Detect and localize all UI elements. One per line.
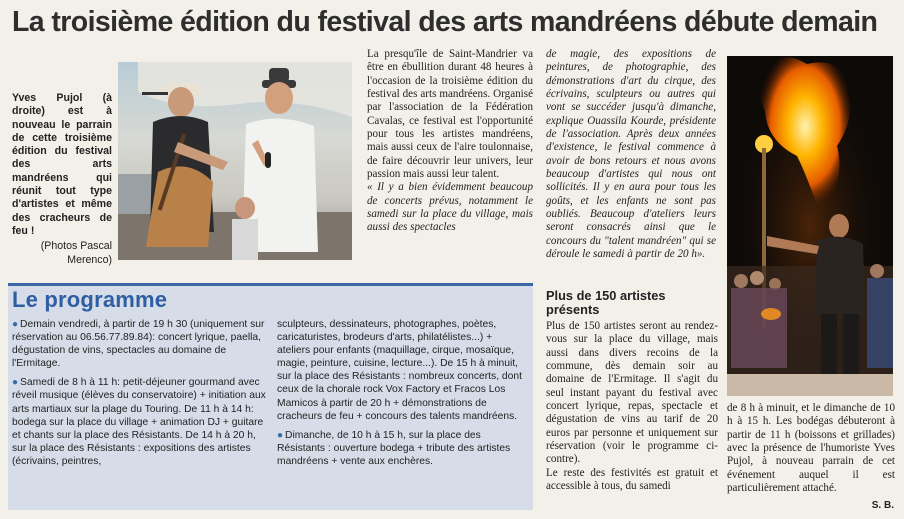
article-column-4 [727, 402, 895, 495]
article-paragraph: de magie, des expositions de peintures, de photographie, des démonstrations d'art du cirque, des écrivains, sculpteurs ou autres qui vont se succéder jusqu'à dimanche, explique Ouassila Kourde, présidente de l'association. Après deux années d'existence, le festival commence à avoir de bons retours et nous avons beaucoup d'artistes qui nous ont sollicités. Il y en aura pour tous les goûts, et les enfants ne sont pas oubliés. Beaucoup d'ateliers leurs seront consacrés ainsi que le concours du "talent mandréen" qui se déroule le samedi à partir de 20 h». [546, 48, 716, 261]
article-column-2 [546, 48, 716, 262]
fire-breather-photo [727, 56, 893, 396]
bullet-icon: ● [12, 377, 19, 389]
headline: La troisième édition du festival des arts mandréens débute demain [12, 6, 878, 38]
photo-credit: (Photos Pascal Merenco) [40, 240, 112, 266]
article-column-3 [546, 320, 718, 493]
author-signature: S. B. [871, 500, 894, 511]
article-paragraph: « Il y a bien évidemment beaucoup de concerts prévus, notamment le samedi sur la place du village, mais aussi des spectacles [367, 181, 533, 234]
article-paragraph: de 8 h à minuit, et le dimanche de 10 h à 15 h. Les bodégas débuteront à partir de 11 h (boissons et grillades) avec la présence de l'humoriste Yves Pujol, à nouveau parrain de cet événement auquel il est particulièrement attaché. [727, 402, 895, 495]
bullet-icon: ● [12, 319, 19, 330]
programme-rule [8, 283, 533, 286]
programme-column-2 [277, 318, 527, 474]
article-column-1 [367, 48, 533, 235]
programme-item-text: Demain vendredi, à partir de 19 h 30 (uniquement sur réservation au 06.56.77.89.84): concert lyrique, paella, dégustation de vins, spectacles au domaine de l'Ermitage. [12, 319, 265, 370]
caption-text: Yves Pujol (à droite) est à nouveau le parrain de cette troisième édition du festival des arts mandréens qui réunit tout type d'artistes et même des cracheurs de feu ! [12, 92, 112, 237]
article-paragraph: La presqu'île de Saint-Mandrier va être en ébullition durant 48 heures à l'occasion de la troisième édition du festival des arts mandréens. Organisé par l'association de la Fédération Cavalas, ce festival est l'opportunité pour tous les artistes mandréens, mais aussi ceux de l'aire toulonnaise, de faire découvrir leur univers, leur passion mais aussi leur talent. [367, 48, 533, 181]
programme-item [12, 318, 270, 370]
programme-column-1 [12, 318, 270, 474]
article-paragraph: Plus de 150 artistes seront au rendez-vous sur la place du village, mais aussi dans divers recoins de la commune, dès demain soir au domaine de l'Ermitage. Il s'agit du seul instant payant du festival avec concert lyrique, repas, spectacle et dégustation de vins au tarif de 20 euros par personne et uniquement sur réservation (voir le programme ci-contre). [546, 320, 718, 466]
programme-item-text: sculpteurs, dessinateurs, photographes, poètes, caricaturistes, brodeurs d'arts, philatélistes...) + ateliers pour enfants (maquillage, cirque, mosaïque, magie, peinture, cuisine, lecture...). De 15 h à minuit, sur la place des Résistants : nombreux concerts, dont ceux de la chorale rock Vox Factory et Fracos Los Mamicos à partir de 20 h + démonstrations de cracheurs de feu + concours des talents mandréens. [277, 319, 522, 422]
programme-item-text: Dimanche, de 10 h à 15 h, sur la place des Résistants : ouverture bodega + tribute des artistes mandréens + vente aux enchères. [277, 429, 511, 467]
programme-title: Le programme [12, 287, 168, 312]
photo-caption [12, 92, 112, 267]
programme-item [277, 318, 527, 423]
musicians-photo [118, 62, 352, 260]
programme-item-text: Samedi de 8 h à 11 h: petit-déjeuner gourmand avec réveil musique (élèves du conservatoire) + initiation aux arts martiaux sur la plage du Touring. De 11 h à 14 h: bodega sur la place du village + animation DJ + guitare et chants sur la place des Résistants. De 14 h à 20 h, sur la place des Résistants : expositions des artistes (écrivains, peintres, [12, 377, 266, 467]
subheading: Plus de 150 artistes présents [546, 288, 666, 317]
article-paragraph: Le reste des festivités est gratuit et accessible à tous, du samedi [546, 466, 718, 493]
bullet-icon: ● [277, 429, 284, 441]
programme-item [12, 376, 270, 468]
programme-item [277, 429, 527, 468]
